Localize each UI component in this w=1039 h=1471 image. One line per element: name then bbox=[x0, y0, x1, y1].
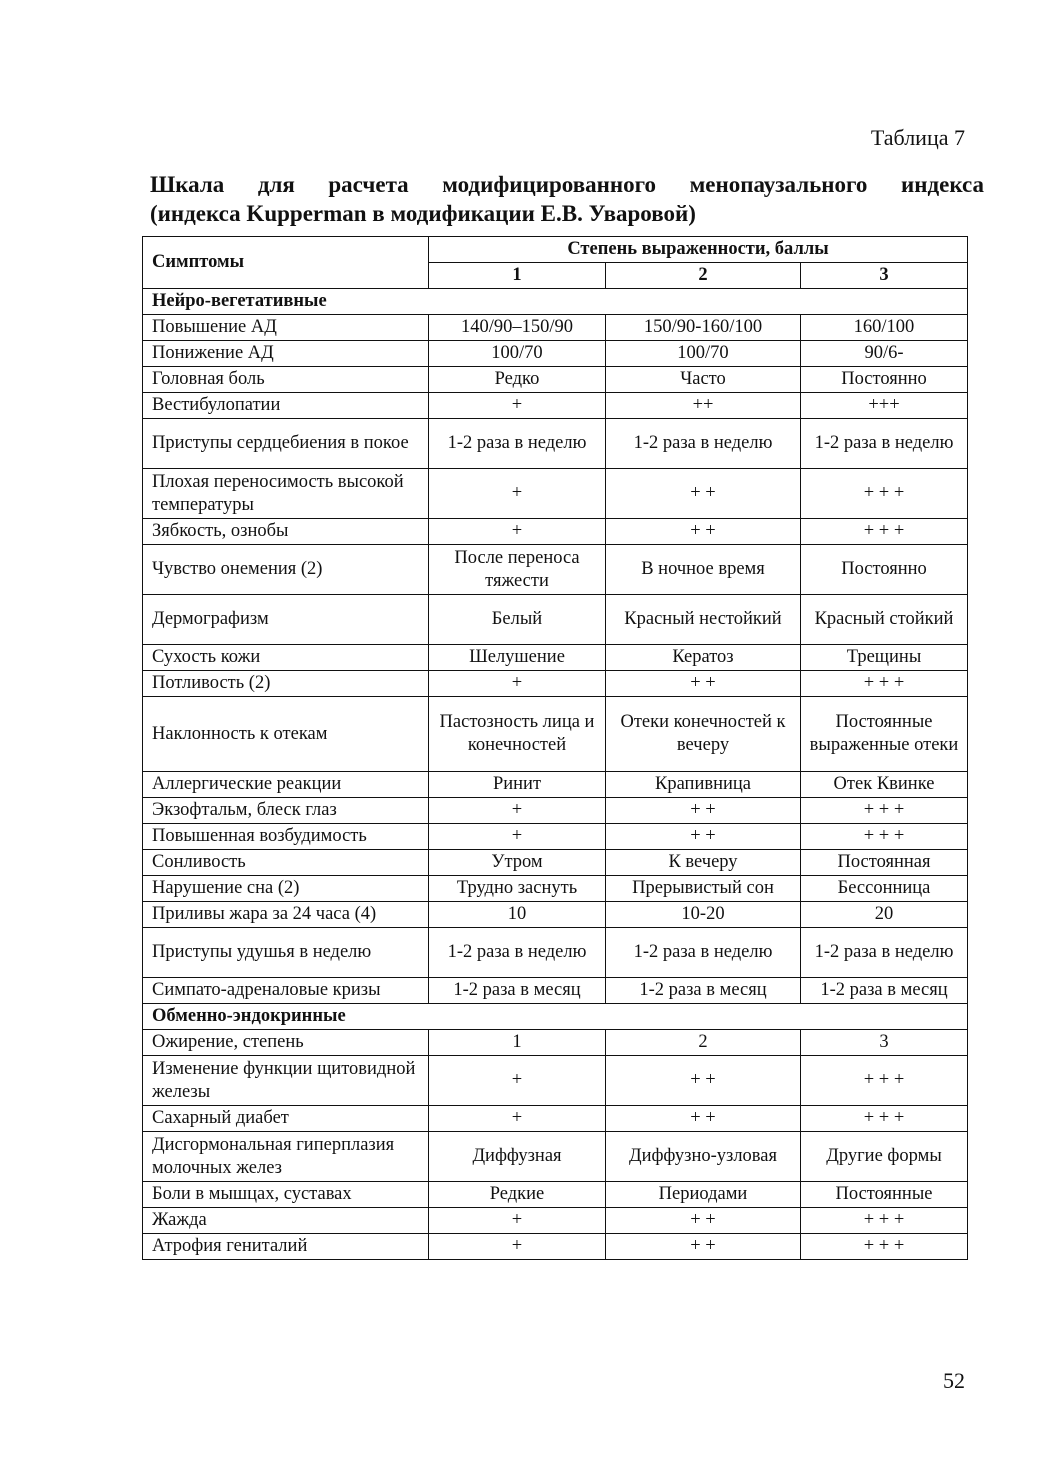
grade-1-cell: + bbox=[429, 824, 606, 850]
table-body bbox=[143, 289, 968, 1260]
symptom-cell: Зябкость, ознобы bbox=[143, 519, 429, 545]
grade-2-cell: Крапивница bbox=[606, 772, 801, 798]
grade-1-cell: + bbox=[429, 519, 606, 545]
table-row bbox=[143, 1132, 968, 1182]
grade-2-cell: + + bbox=[606, 671, 801, 697]
table-row bbox=[143, 772, 968, 798]
grade-3-cell: + + + bbox=[801, 519, 968, 545]
grade-3-cell: Постоянные bbox=[801, 1182, 968, 1208]
symptom-cell: Симпато-адреналовые кризы bbox=[143, 978, 429, 1004]
grade-3-cell: 1-2 раза в неделю bbox=[801, 419, 968, 469]
symptom-cell: Сахарный диабет bbox=[143, 1106, 429, 1132]
grade-3-cell: + + + bbox=[801, 469, 968, 519]
grade-2-cell: Часто bbox=[606, 367, 801, 393]
table-row bbox=[143, 393, 968, 419]
symptom-cell: Сухость кожи bbox=[143, 645, 429, 671]
header-grade-1: 1 bbox=[429, 263, 606, 289]
grade-1-cell: Белый bbox=[429, 595, 606, 645]
grade-1-cell: Редкие bbox=[429, 1182, 606, 1208]
symptom-cell: Понижение АД bbox=[143, 341, 429, 367]
grade-1-cell: Шелушение bbox=[429, 645, 606, 671]
table-row bbox=[143, 315, 968, 341]
table-header bbox=[143, 237, 968, 289]
table-row bbox=[143, 978, 968, 1004]
table-row bbox=[143, 1106, 968, 1132]
symptom-cell: Дермографизм bbox=[143, 595, 429, 645]
symptom-cell: Головная боль bbox=[143, 367, 429, 393]
header-symptoms: Симптомы bbox=[143, 237, 429, 289]
grade-1-cell: 100/70 bbox=[429, 341, 606, 367]
symptom-cell: Сонливость bbox=[143, 850, 429, 876]
section-title: Нейро-вегетативные bbox=[143, 289, 968, 315]
grade-3-cell: 90/6- bbox=[801, 341, 968, 367]
grade-3-cell: + + + bbox=[801, 1106, 968, 1132]
grade-3-cell: Бессонница bbox=[801, 876, 968, 902]
header-grade-2: 2 bbox=[606, 263, 801, 289]
grade-1-cell: + bbox=[429, 469, 606, 519]
grade-3-cell: Постоянно bbox=[801, 545, 968, 595]
document-title bbox=[150, 170, 984, 228]
symptom-cell: Атрофия гениталий bbox=[143, 1234, 429, 1260]
table-row bbox=[143, 697, 968, 772]
grade-2-cell: + + bbox=[606, 1208, 801, 1234]
grade-3-cell: Отек Квинке bbox=[801, 772, 968, 798]
document-title-line-2: (индекса Kupperman в модификации Е.В. Уваровой) bbox=[150, 201, 696, 226]
grade-1-cell: + bbox=[429, 1208, 606, 1234]
grade-3-cell: Красный стойкий bbox=[801, 595, 968, 645]
table-row bbox=[143, 928, 968, 978]
grade-2-cell: 1-2 раза в неделю bbox=[606, 928, 801, 978]
grade-1-cell: 1-2 раза в неделю bbox=[429, 419, 606, 469]
symptom-cell: Повышение АД bbox=[143, 315, 429, 341]
symptom-cell: Вестибулопатии bbox=[143, 393, 429, 419]
table-row bbox=[143, 645, 968, 671]
symptom-cell: Приливы жара за 24 часа (4) bbox=[143, 902, 429, 928]
grade-3-cell: + + + bbox=[801, 1056, 968, 1106]
symptom-cell: Повышенная возбудимость bbox=[143, 824, 429, 850]
table-row bbox=[143, 902, 968, 928]
section-row bbox=[143, 1004, 968, 1030]
table-row bbox=[143, 419, 968, 469]
grade-2-cell: 1-2 раза в месяц bbox=[606, 978, 801, 1004]
grade-2-cell: 150/90-160/100 bbox=[606, 315, 801, 341]
grade-1-cell: + bbox=[429, 671, 606, 697]
grade-2-cell: Кератоз bbox=[606, 645, 801, 671]
grade-2-cell: Диффузно-узловая bbox=[606, 1132, 801, 1182]
kupperman-index-table bbox=[142, 236, 968, 1260]
symptom-cell: Приступы удушья в неделю bbox=[143, 928, 429, 978]
grade-1-cell: Редко bbox=[429, 367, 606, 393]
table-row bbox=[143, 671, 968, 697]
grade-2-cell: + + bbox=[606, 1234, 801, 1260]
section-row bbox=[143, 289, 968, 315]
grade-2-cell: Красный нестойкий bbox=[606, 595, 801, 645]
table-row bbox=[143, 1208, 968, 1234]
grade-2-cell: В ночное время bbox=[606, 545, 801, 595]
grade-2-cell: Отеки конечностей к вечеру bbox=[606, 697, 801, 772]
grade-3-cell: Постоянно bbox=[801, 367, 968, 393]
grade-1-cell: + bbox=[429, 798, 606, 824]
symptom-cell: Изменение функции щитовидной железы bbox=[143, 1056, 429, 1106]
symptom-cell: Наклонность к отекам bbox=[143, 697, 429, 772]
grade-1-cell: Диффузная bbox=[429, 1132, 606, 1182]
grade-1-cell: 140/90–150/90 bbox=[429, 315, 606, 341]
section-title: Обменно-эндокринные bbox=[143, 1004, 968, 1030]
table-row bbox=[143, 824, 968, 850]
table-row bbox=[143, 341, 968, 367]
grade-1-cell: Утром bbox=[429, 850, 606, 876]
grade-1-cell: 10 bbox=[429, 902, 606, 928]
grade-2-cell: + + bbox=[606, 519, 801, 545]
symptom-cell: Приступы сердцебиения в покое bbox=[143, 419, 429, 469]
grade-1-cell: После переноса тяжести bbox=[429, 545, 606, 595]
grade-2-cell: 100/70 bbox=[606, 341, 801, 367]
symptom-cell: Чувство онемения (2) bbox=[143, 545, 429, 595]
table-row bbox=[143, 545, 968, 595]
table-row bbox=[143, 798, 968, 824]
header-grade-3: 3 bbox=[801, 263, 968, 289]
grade-1-cell: + bbox=[429, 393, 606, 419]
grade-1-cell: + bbox=[429, 1234, 606, 1260]
table-row bbox=[143, 1234, 968, 1260]
grade-3-cell: 3 bbox=[801, 1030, 968, 1056]
symptom-cell: Экзофтальм, блеск глаз bbox=[143, 798, 429, 824]
symptom-cell: Нарушение сна (2) bbox=[143, 876, 429, 902]
symptom-cell: Жажда bbox=[143, 1208, 429, 1234]
symptom-cell: Потливость (2) bbox=[143, 671, 429, 697]
grade-3-cell: + + + bbox=[801, 824, 968, 850]
table-row bbox=[143, 595, 968, 645]
grade-1-cell: Пастозность лица и конечностей bbox=[429, 697, 606, 772]
grade-1-cell: Ринит bbox=[429, 772, 606, 798]
grade-1-cell: Трудно заснуть bbox=[429, 876, 606, 902]
grade-1-cell: 1-2 раза в месяц bbox=[429, 978, 606, 1004]
grade-2-cell: К вечеру bbox=[606, 850, 801, 876]
grade-2-cell: 10-20 bbox=[606, 902, 801, 928]
grade-1-cell: + bbox=[429, 1106, 606, 1132]
grade-2-cell: + + bbox=[606, 1056, 801, 1106]
grade-1-cell: 1 bbox=[429, 1030, 606, 1056]
grade-2-cell: Прерывистый сон bbox=[606, 876, 801, 902]
grade-2-cell: + + bbox=[606, 824, 801, 850]
grade-3-cell: 1-2 раза в месяц bbox=[801, 978, 968, 1004]
grade-2-cell: + + bbox=[606, 1106, 801, 1132]
table-row bbox=[143, 1182, 968, 1208]
table-row bbox=[143, 850, 968, 876]
grade-3-cell: +++ bbox=[801, 393, 968, 419]
grade-3-cell: 20 bbox=[801, 902, 968, 928]
grade-3-cell: 160/100 bbox=[801, 315, 968, 341]
grade-2-cell: 1-2 раза в неделю bbox=[606, 419, 801, 469]
table-row bbox=[143, 876, 968, 902]
grade-2-cell: + + bbox=[606, 798, 801, 824]
table-row bbox=[143, 1030, 968, 1056]
grade-2-cell: + + bbox=[606, 469, 801, 519]
grade-3-cell: Постоянная bbox=[801, 850, 968, 876]
grade-3-cell: 1-2 раза в неделю bbox=[801, 928, 968, 978]
table-row bbox=[143, 367, 968, 393]
symptom-cell: Дисгормональная гиперплазия молочных желез bbox=[143, 1132, 429, 1182]
table-label: Таблица 7 bbox=[870, 125, 965, 150]
symptom-cell: Аллергические реакции bbox=[143, 772, 429, 798]
grade-3-cell: + + + bbox=[801, 798, 968, 824]
symptom-cell: Боли в мышцах, суставах bbox=[143, 1182, 429, 1208]
table-row bbox=[143, 1056, 968, 1106]
table-row bbox=[143, 519, 968, 545]
grade-3-cell: + + + bbox=[801, 1208, 968, 1234]
page-number: 52 bbox=[943, 1368, 965, 1393]
grade-3-cell: + + + bbox=[801, 671, 968, 697]
header-severity-group: Степень выраженности, баллы bbox=[429, 237, 968, 263]
grade-3-cell: Постоянные выраженные отеки bbox=[801, 697, 968, 772]
grade-3-cell: Трещины bbox=[801, 645, 968, 671]
grade-1-cell: 1-2 раза в неделю bbox=[429, 928, 606, 978]
table-row bbox=[143, 469, 968, 519]
grade-2-cell: Периодами bbox=[606, 1182, 801, 1208]
grade-2-cell: ++ bbox=[606, 393, 801, 419]
symptom-cell: Плохая переносимость высокой температуры bbox=[143, 469, 429, 519]
symptom-cell: Ожирение, степень bbox=[143, 1030, 429, 1056]
grade-1-cell: + bbox=[429, 1056, 606, 1106]
grade-2-cell: 2 bbox=[606, 1030, 801, 1056]
grade-3-cell: Другие формы bbox=[801, 1132, 968, 1182]
document-title-line-1: Шкала для расчета модифицированного менопаузального индекса bbox=[150, 172, 984, 197]
grade-3-cell: + + + bbox=[801, 1234, 968, 1260]
